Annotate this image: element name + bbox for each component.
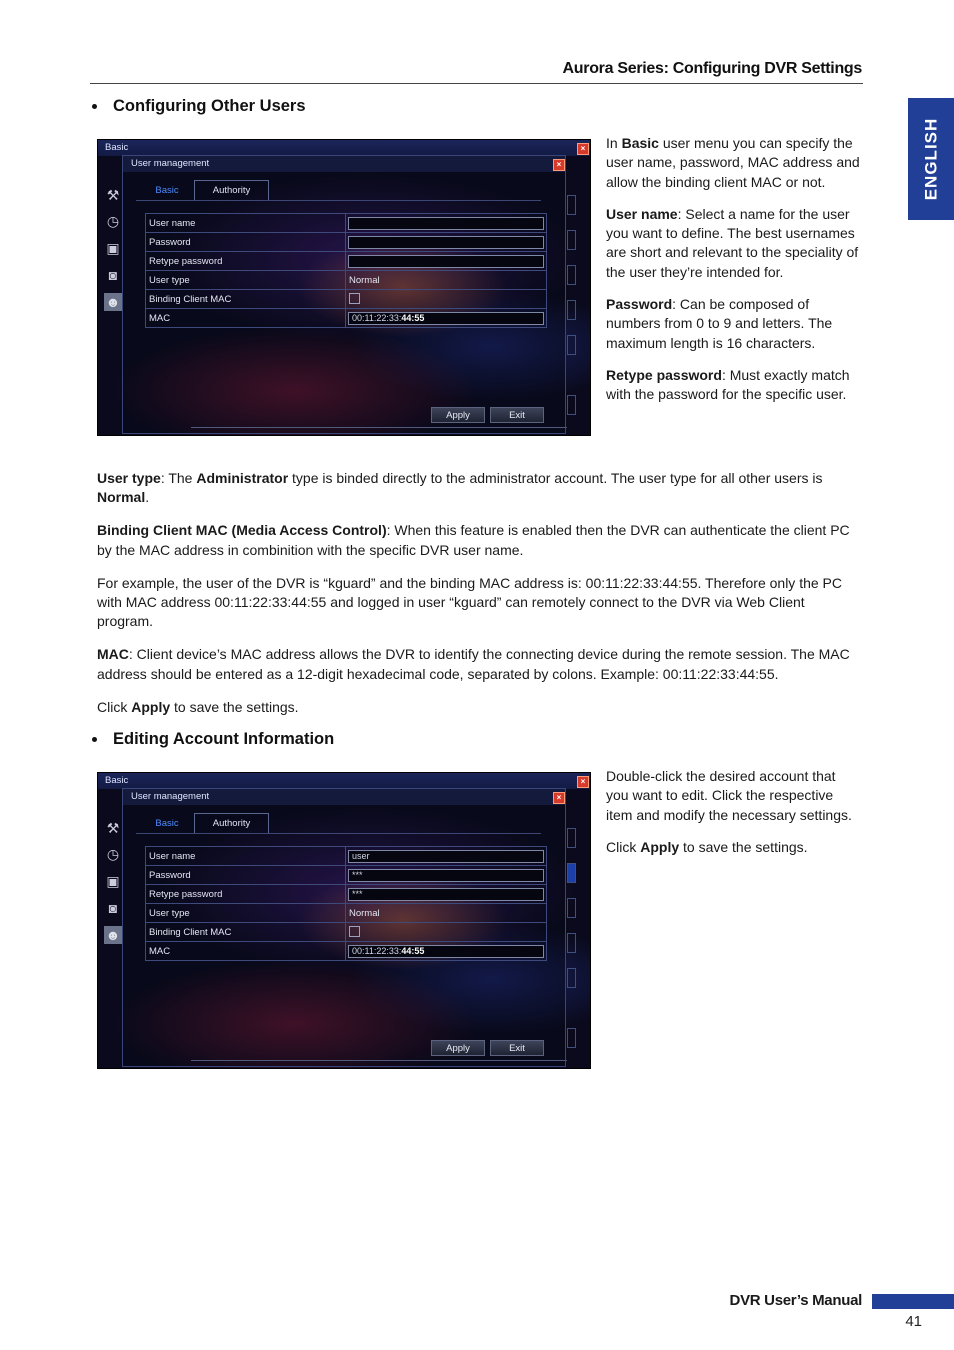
label-retype-password: Retype password: [146, 252, 346, 271]
tabs-divider: [136, 833, 541, 834]
inner-title: User management: [131, 158, 210, 169]
click-apply-paragraph: Click Apply to save the settings.: [97, 698, 299, 715]
user-form: [145, 846, 547, 961]
tools-icon[interactable]: ⚒: [106, 187, 120, 203]
label-binding-client-mac: Binding Client MAC: [146, 290, 346, 309]
clock-icon[interactable]: ◷: [106, 213, 120, 229]
tab-authority[interactable]: Authority: [194, 813, 269, 833]
binding-mac-checkbox[interactable]: [349, 926, 360, 937]
outer-title: Basic: [105, 775, 129, 786]
bullet-icon: [92, 737, 97, 742]
camera-icon[interactable]: ◙: [108, 900, 118, 916]
exit-button[interactable]: Exit: [490, 1040, 544, 1056]
bottom-rule: [191, 427, 567, 428]
header-rule: [90, 83, 863, 84]
side-text-section2: [606, 767, 862, 870]
inner-title-bar: [123, 789, 565, 805]
inner-title-bar: [123, 156, 565, 172]
tools-icon[interactable]: ⚒: [106, 820, 120, 836]
intro-paragraph: In Basic user menu you can specify the user name, password, MAC address and allow the binding client MAC or not.: [606, 135, 860, 190]
right-strip: [567, 180, 576, 420]
binding-paragraph: Binding Client MAC (Media Access Control): When this feature is enabled then the DVR can authenticate the client PC by the MAC address in combinition with the specific DVR user name.: [97, 522, 850, 558]
label-binding-client-mac: Binding Client MAC: [146, 923, 346, 942]
users-icon[interactable]: ☻: [105, 294, 121, 310]
click-apply-paragraph: Click Apply to save the settings.: [606, 838, 808, 855]
tabs-divider: [136, 200, 541, 201]
header-title: Aurora Series: Configuring DVR Settings: [562, 60, 862, 77]
label-password: Password: [146, 866, 346, 885]
section-heading-configuring-users: [92, 97, 306, 116]
label-user-type: User type: [146, 904, 346, 923]
right-strip: [567, 813, 576, 1053]
body-text: [97, 469, 863, 731]
tab-authority[interactable]: Authority: [194, 180, 269, 200]
label-password: Password: [146, 233, 346, 252]
mac-paragraph: MAC: Client device’s MAC address allows the DVR to identify the connecting device during the remote session. The MAC address should be entered as a 12-digit hexadecimal code, separated by colons. Example: 00:11:22:33:44:55.: [97, 646, 850, 682]
label-user-name: User name: [146, 214, 346, 233]
binding-mac-checkbox[interactable]: [349, 293, 360, 304]
label-mac: MAC: [146, 942, 346, 961]
users-icon[interactable]: ☻: [105, 927, 121, 943]
page-number: 41: [905, 1313, 922, 1330]
section-heading-text: Editing Account Information: [113, 730, 335, 748]
footer-bar: [872, 1294, 954, 1309]
label-user-name: User name: [146, 847, 346, 866]
dvr-screenshot-new-user: [97, 139, 591, 436]
retype-password-input[interactable]: ***: [348, 888, 544, 901]
language-tab: [908, 98, 954, 220]
inner-close-icon[interactable]: ×: [553, 792, 565, 804]
outer-close-icon[interactable]: ×: [577, 776, 589, 788]
edit-instructions-paragraph: Double-click the desired account that you want to edit. Click the respective item and modify the necessary settings.: [606, 768, 852, 823]
footer-title: DVR User’s Manual: [729, 1292, 862, 1309]
dvr-screenshot-edit-user: [97, 772, 591, 1069]
side-text-section1: [606, 134, 862, 418]
monitor-icon[interactable]: ▣: [106, 240, 120, 256]
language-label: ENGLISH: [921, 117, 940, 201]
bottom-rule: [191, 1060, 567, 1061]
user-type-select[interactable]: Normal: [349, 907, 380, 919]
label-retype-password: Retype password: [146, 885, 346, 904]
tab-basic[interactable]: Basic: [155, 185, 179, 196]
camera-icon[interactable]: ◙: [108, 267, 118, 283]
clock-icon[interactable]: ◷: [106, 846, 120, 862]
user-type-select[interactable]: Normal: [349, 274, 380, 286]
user-name-input[interactable]: [348, 217, 544, 230]
password-input[interactable]: ***: [348, 869, 544, 882]
user-management-window: [122, 155, 566, 434]
password-paragraph: Password: Can be composed of numbers from 0 to 9 and letters. The maximum length is 16 characters.: [606, 296, 833, 351]
retype-password-input[interactable]: [348, 255, 544, 268]
user-management-window: [122, 788, 566, 1067]
section-heading-editing-account: [92, 730, 334, 749]
outer-close-icon[interactable]: ×: [577, 143, 589, 155]
example-paragraph: For example, the user of the DVR is “kguard” and the binding MAC address is: 00:11:22:33:44:55. Therefore only the PC with MAC address 00:11:22:33:44:55 and logged in user “kguard” can remotely connect to the DVR via Web Client program.: [97, 574, 843, 630]
retype-paragraph: Retype password: Must exactly match with the password for the specific user.: [606, 366, 850, 403]
mac-input[interactable]: 00:11:22:33:44:55: [348, 945, 544, 958]
inner-title: User management: [131, 791, 210, 802]
mac-input[interactable]: 00:11:22:33:44:55: [348, 312, 544, 325]
outer-title-bar: [98, 773, 590, 789]
label-mac: MAC: [146, 309, 346, 328]
tab-basic[interactable]: Basic: [155, 818, 179, 829]
label-user-type: User type: [146, 271, 346, 290]
outer-title-bar: [98, 140, 590, 156]
apply-button[interactable]: Apply: [431, 407, 485, 423]
monitor-icon[interactable]: ▣: [106, 873, 120, 889]
bullet-icon: [92, 104, 97, 109]
inner-close-icon[interactable]: ×: [553, 159, 565, 171]
user-name-input[interactable]: user: [348, 850, 544, 863]
section-heading-text: Configuring Other Users: [113, 97, 306, 115]
user-name-paragraph: User name: Select a name for the user you want to define. The best usernames are short and relevant to the speciality of the user they’re intended for.: [606, 205, 859, 280]
user-form: [145, 213, 547, 328]
password-input[interactable]: [348, 236, 544, 249]
apply-button[interactable]: Apply: [431, 1040, 485, 1056]
user-type-paragraph: User type: The Administrator type is binded directly to the administrator account. The user type for all other users is Normal.: [97, 470, 823, 506]
exit-button[interactable]: Exit: [490, 407, 544, 423]
outer-title: Basic: [105, 142, 129, 153]
